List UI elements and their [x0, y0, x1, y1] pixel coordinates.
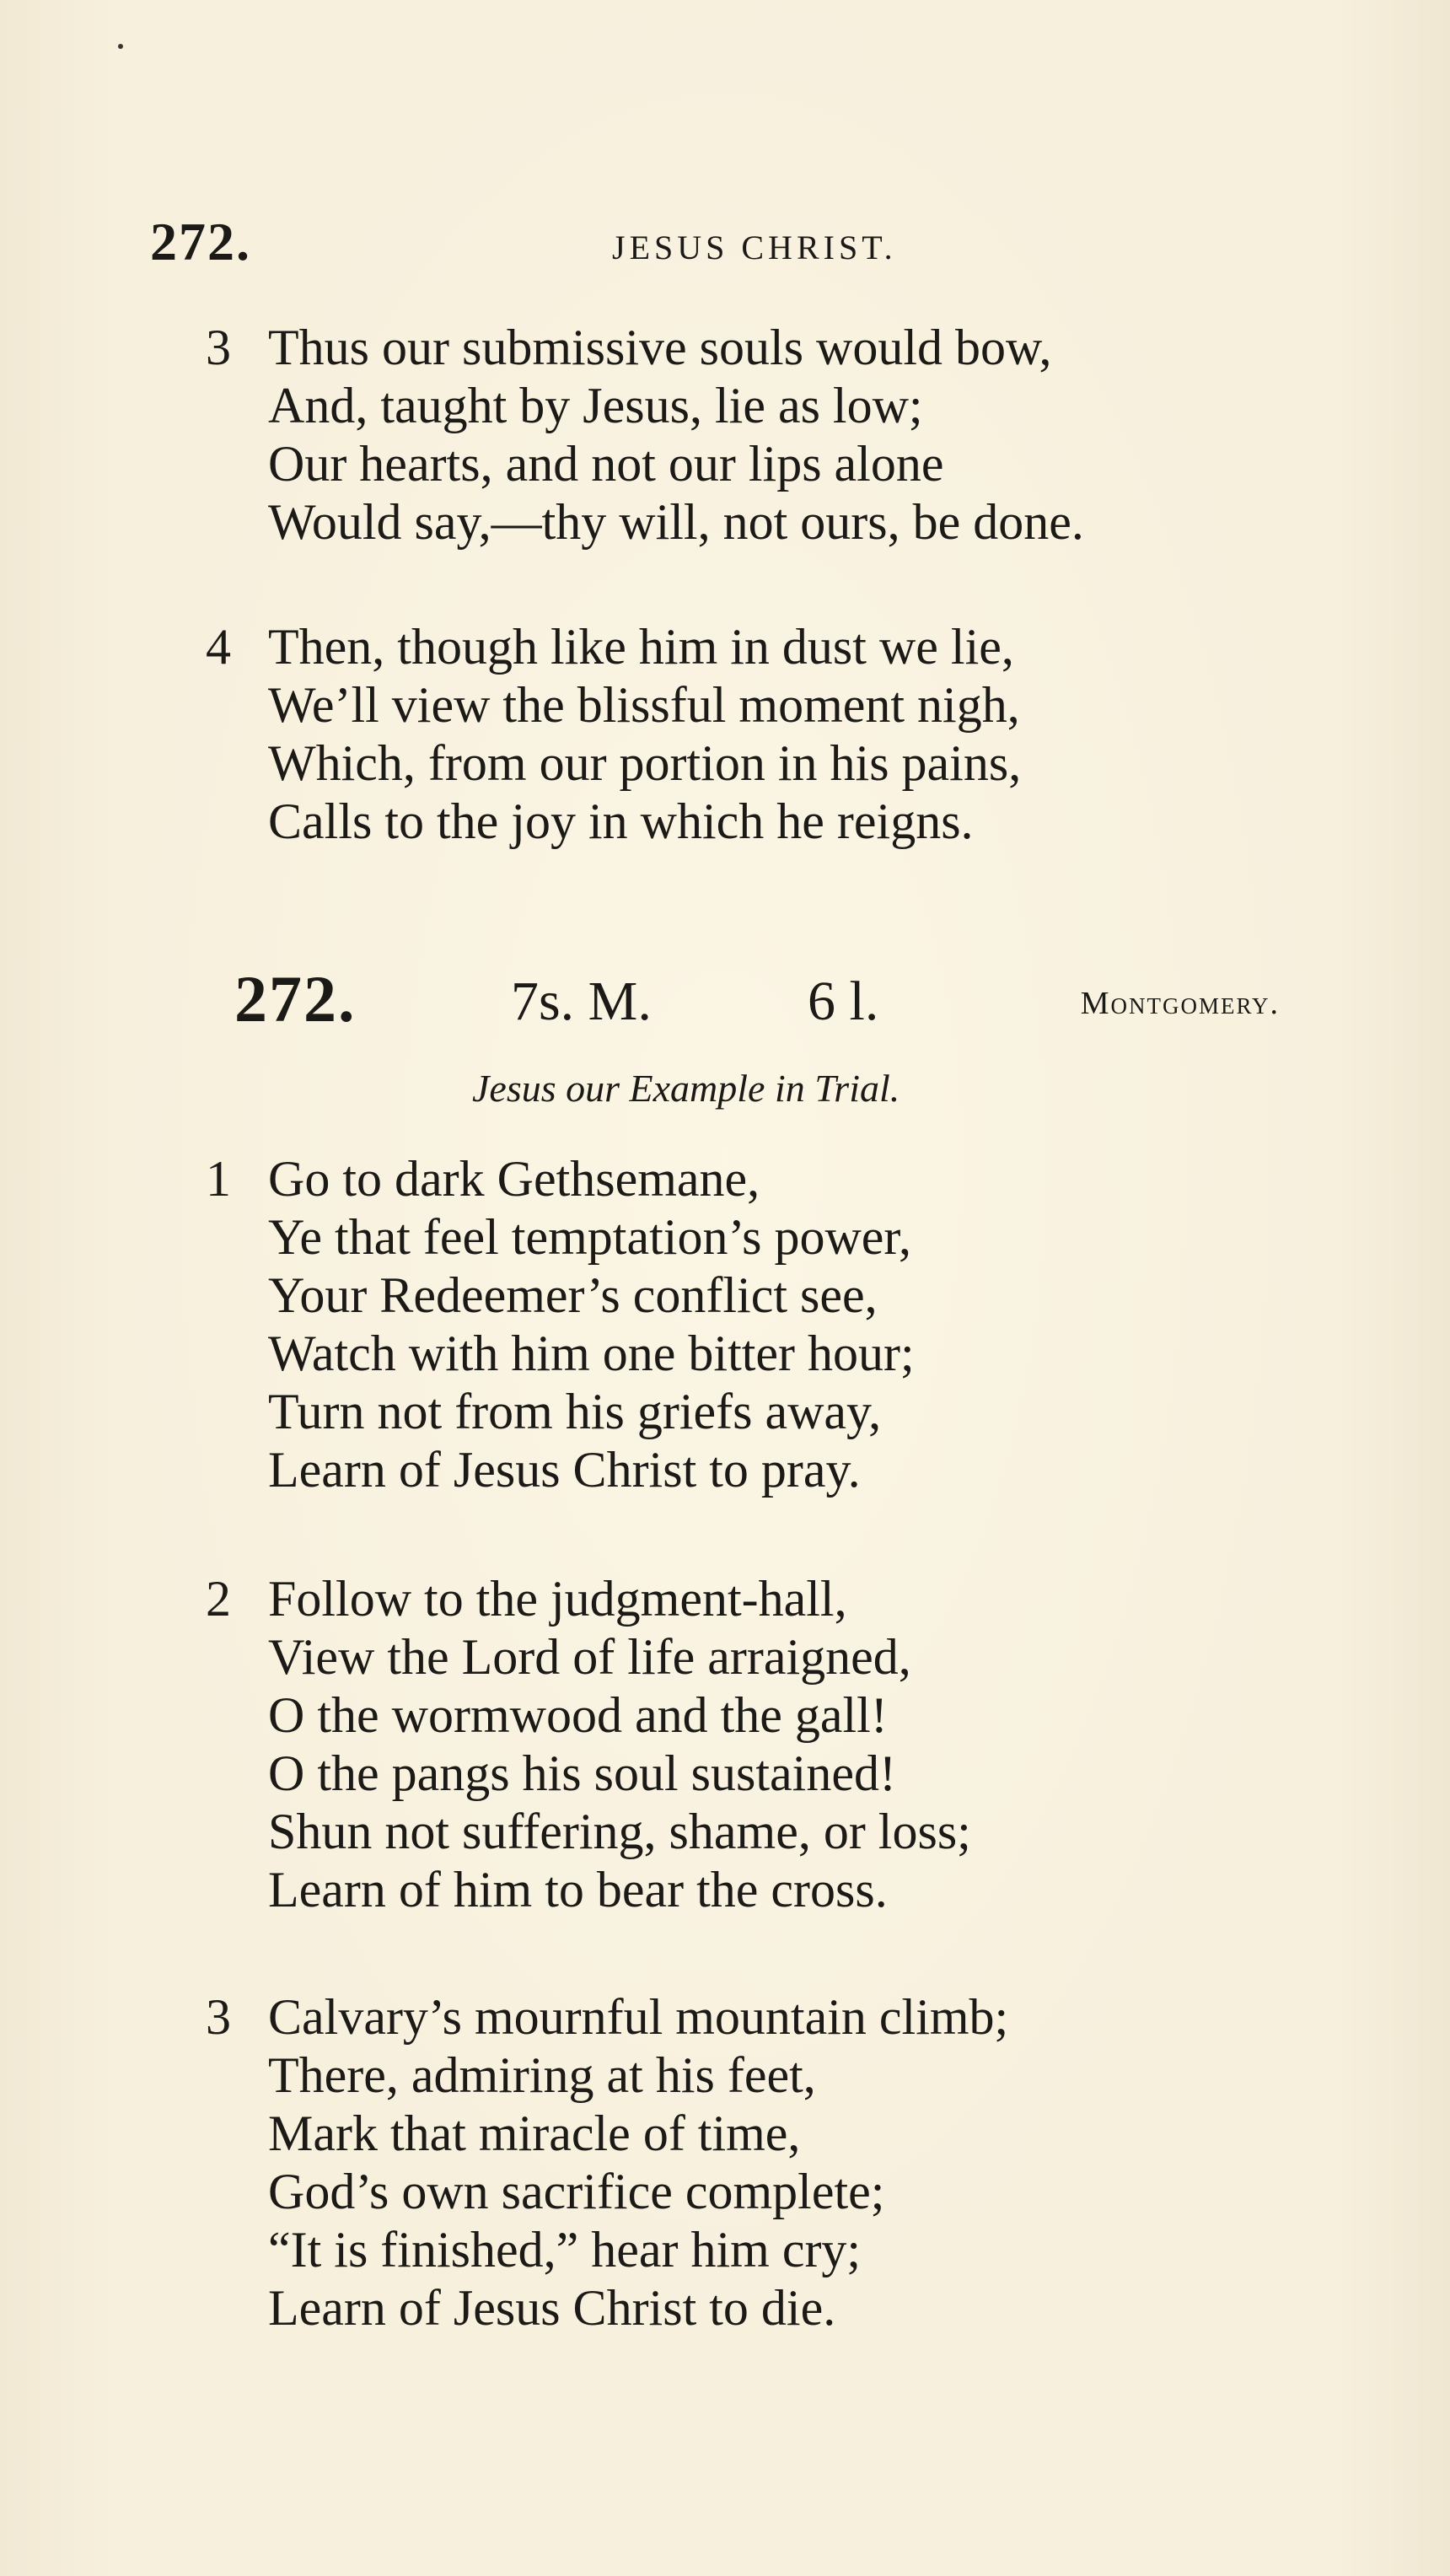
stanza-line: Learn of him to bear the cross. [268, 1862, 888, 1917]
stanza-line: Shun not suffering, shame, or loss; [268, 1804, 971, 1859]
hymn-header [234, 961, 1280, 1046]
running-head [150, 211, 1356, 278]
stanza-line: Mark that miracle of time, [268, 2105, 801, 2161]
hymn-number: 272. [234, 962, 357, 1035]
continued-stanza-4 [206, 618, 1022, 851]
stanza-line: And, taught by Jesus, lie as low; [268, 378, 923, 433]
stanza-line: Which, from our portion in his pains, [268, 735, 1022, 791]
stanza-line: Calvary’s mournful mountain climb; [268, 1989, 1009, 2045]
hymn-subtitle: Jesus our Example in Trial. [472, 1067, 900, 1110]
stanza-number: 3 [206, 1989, 231, 2045]
stanza-line: Our hearts, and not our lips alone [268, 436, 944, 492]
stanza-line: O the wormwood and the gall! [268, 1687, 888, 1743]
stanza-line: Learn of Jesus Christ to die. [268, 2280, 836, 2336]
hymn-author: Montgomery. [1080, 986, 1280, 1021]
stanza-line: O the pangs his soul sustained! [268, 1745, 896, 1801]
hymn-lines: 6 l. [808, 971, 879, 1032]
stanza-line: Turn not from his griefs away, [268, 1384, 882, 1439]
stanza-number: 1 [206, 1151, 231, 1207]
ink-speck [118, 44, 123, 49]
hymn-stanza-2 [206, 1570, 971, 1919]
stanza-line: View the Lord of life arraigned, [268, 1629, 911, 1685]
hymn-stanza-3 [206, 1988, 1009, 2337]
stanza-line: Calls to the joy in which he reigns. [268, 793, 974, 849]
running-title: JESUS CHRIST. [612, 229, 897, 266]
stanza-line: “It is finished,” hear him cry; [268, 2222, 862, 2278]
stanza-line: Thus our submissive souls would bow, [268, 320, 1052, 375]
stanza-number: 3 [206, 320, 231, 375]
stanza-line: Follow to the judgment-hall, [268, 1571, 847, 1627]
continued-stanza-3 [206, 319, 1084, 551]
page-number: 272. [150, 212, 251, 272]
stanza-line: Your Redeemer’s conflict see, [268, 1267, 878, 1323]
stanza-number: 2 [206, 1571, 231, 1627]
stanza-line: There, admiring at his feet, [268, 2047, 816, 2103]
stanza-line: Would say,—thy will, not ours, be done. [268, 494, 1084, 550]
stanza-line: Then, though like him in dust we lie, [268, 619, 1014, 675]
stanza-line: Learn of Jesus Christ to pray. [268, 1442, 861, 1498]
stanza-line: We’ll view the blissful moment nigh, [268, 677, 1020, 733]
stanza-line: God’s own sacrifice complete; [268, 2164, 885, 2219]
stanza-line: Ye that feel temptation’s power, [268, 1209, 912, 1265]
stanza-number: 4 [206, 619, 231, 675]
stanza-line: Watch with him one bitter hour; [268, 1326, 915, 1381]
hymn-stanza-1 [206, 1150, 915, 1499]
stanza-line: Go to dark Gethsemane, [268, 1151, 760, 1207]
hymn-meter: 7s. M. [511, 971, 652, 1032]
